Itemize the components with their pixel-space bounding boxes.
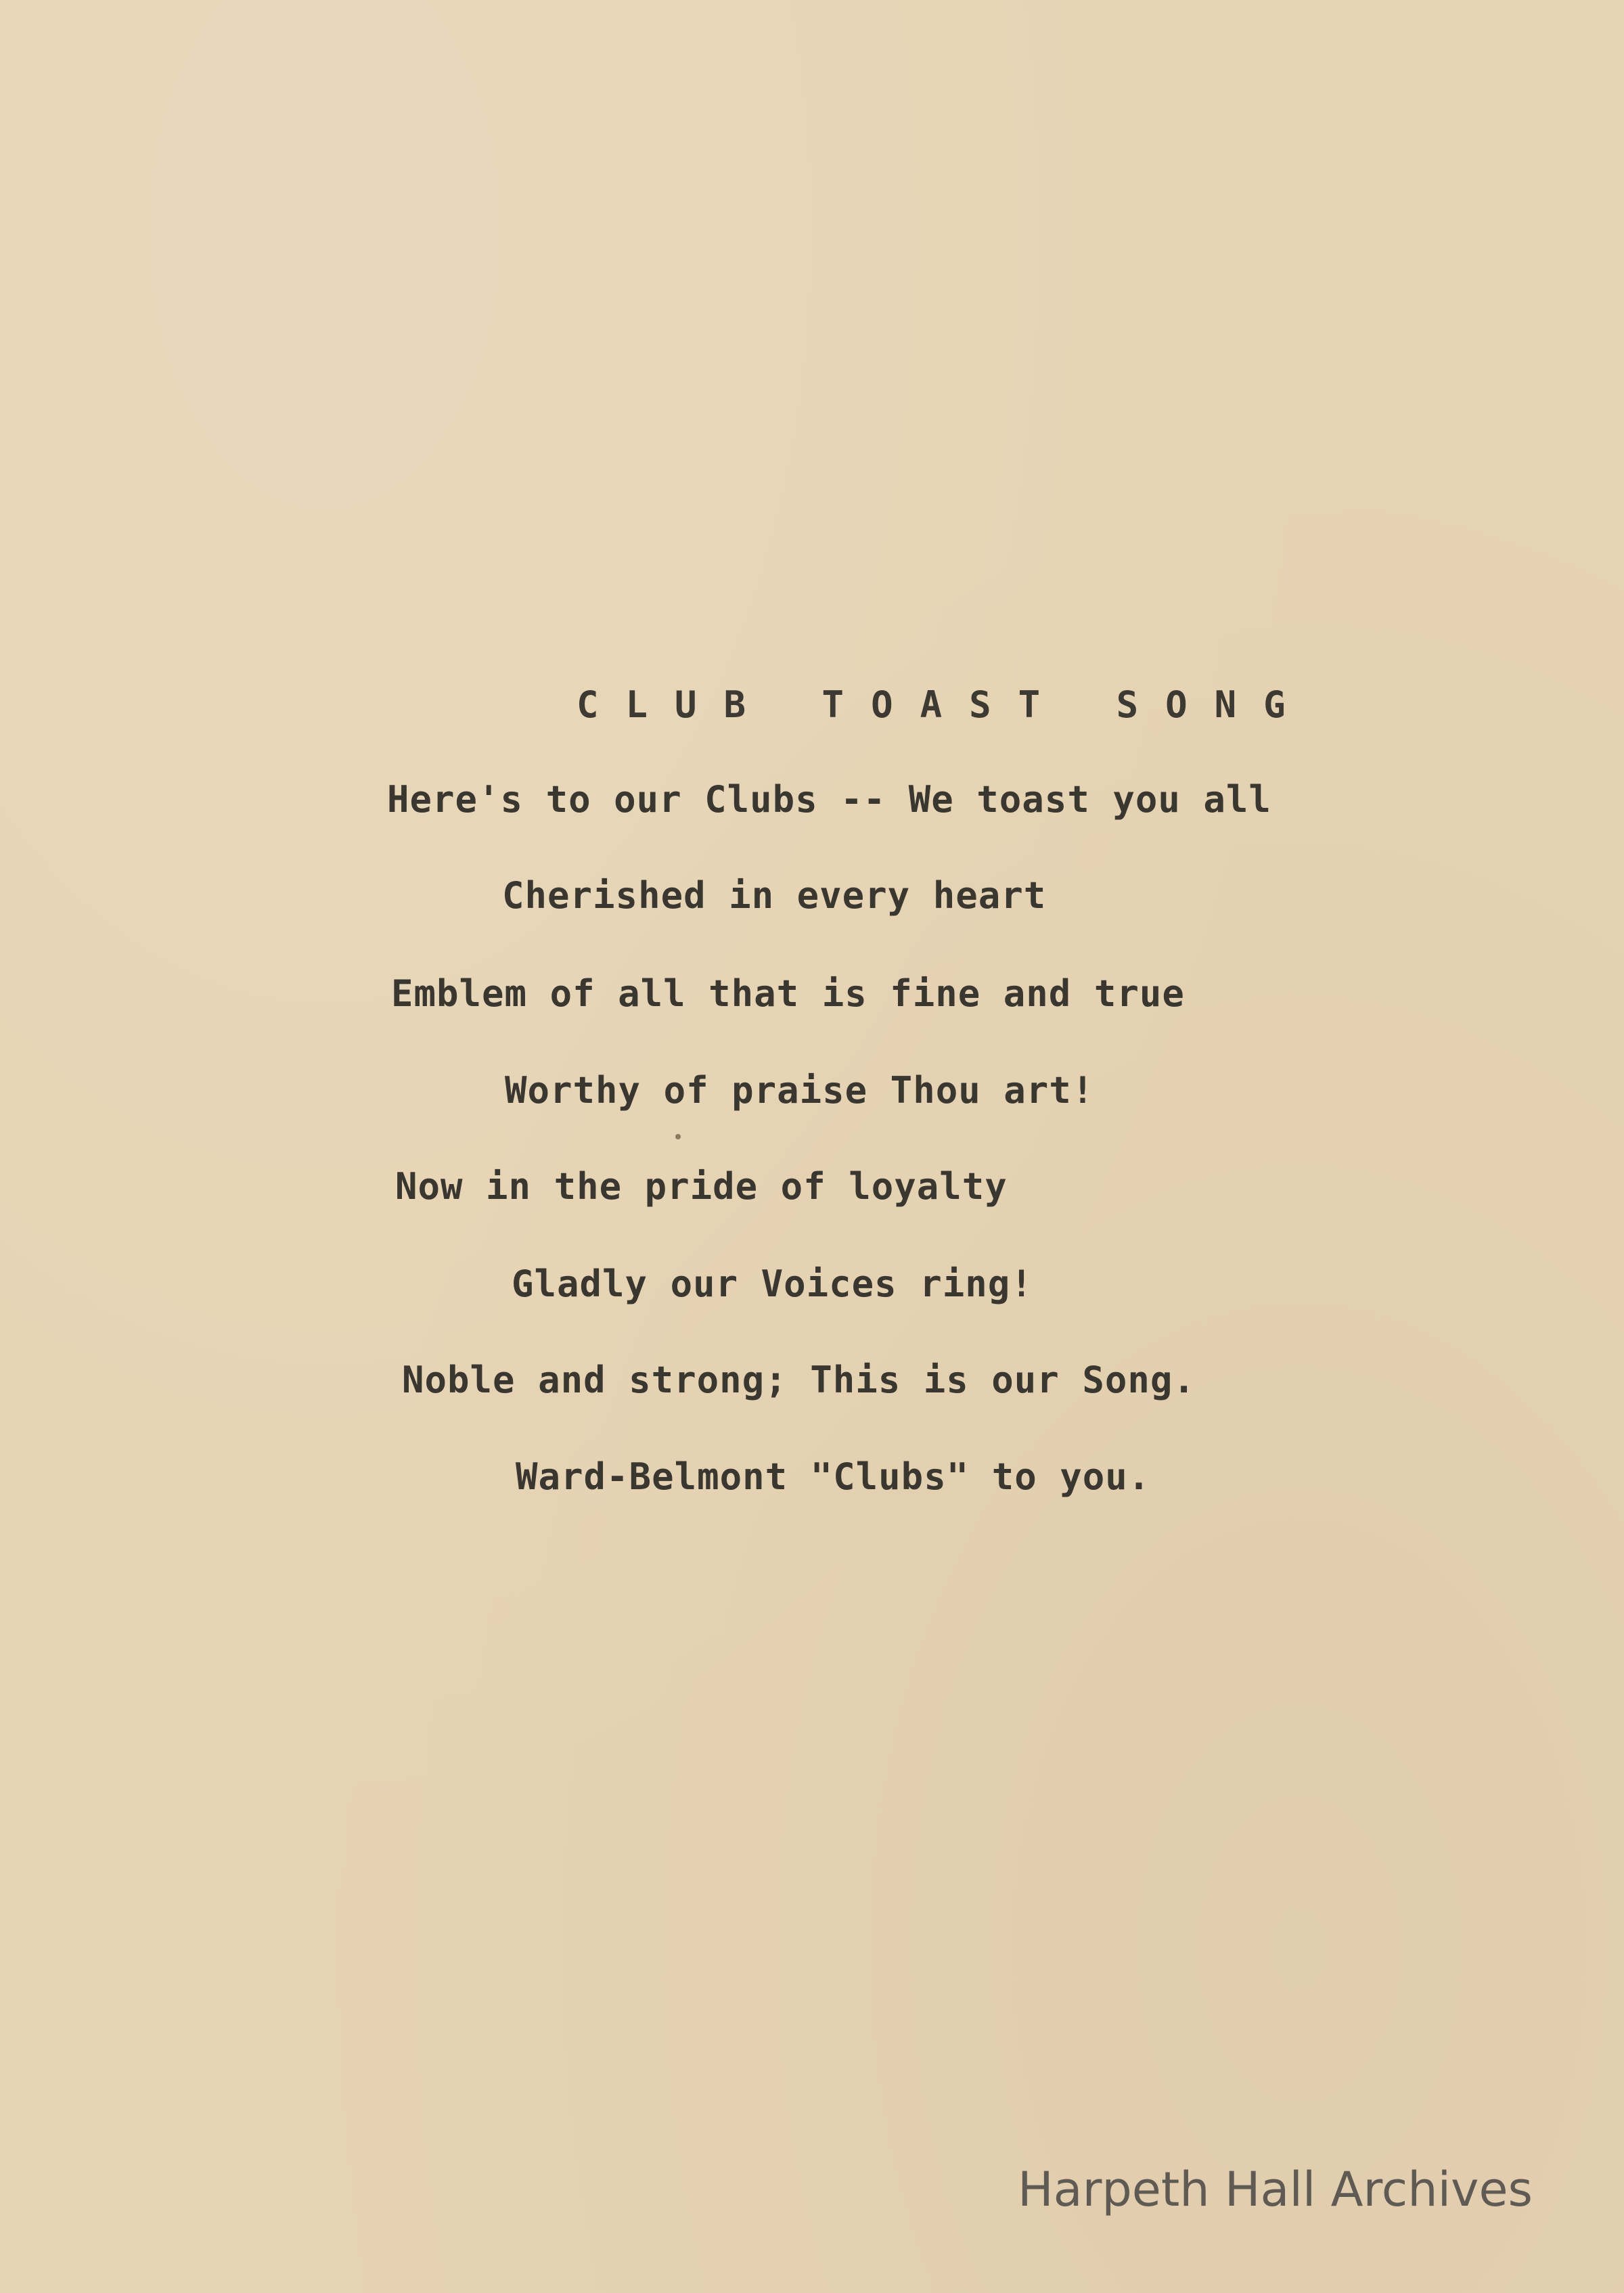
song-line-8: Ward-Belmont "Clubs" to you.: [516, 1455, 1151, 1498]
song-line-5: Now in the pride of loyalty: [395, 1165, 1008, 1208]
song-line-2: Cherished in every heart: [502, 874, 1047, 917]
song-line-7: Noble and strong; This is our Song.: [402, 1359, 1196, 1401]
song-line-1: Here's to our Clubs -- We toast you all: [387, 778, 1271, 821]
song-line-3: Emblem of all that is fine and true: [391, 972, 1185, 1015]
ink-speck: [675, 1134, 681, 1139]
song-line-6: Gladly our Voices ring!: [512, 1263, 1033, 1305]
archive-watermark: Harpeth Hall Archives: [1018, 2162, 1533, 2217]
song-title: CLUB TOAST SONG: [577, 683, 1313, 726]
song-line-4: Worthy of praise Thou art!: [505, 1069, 1095, 1112]
